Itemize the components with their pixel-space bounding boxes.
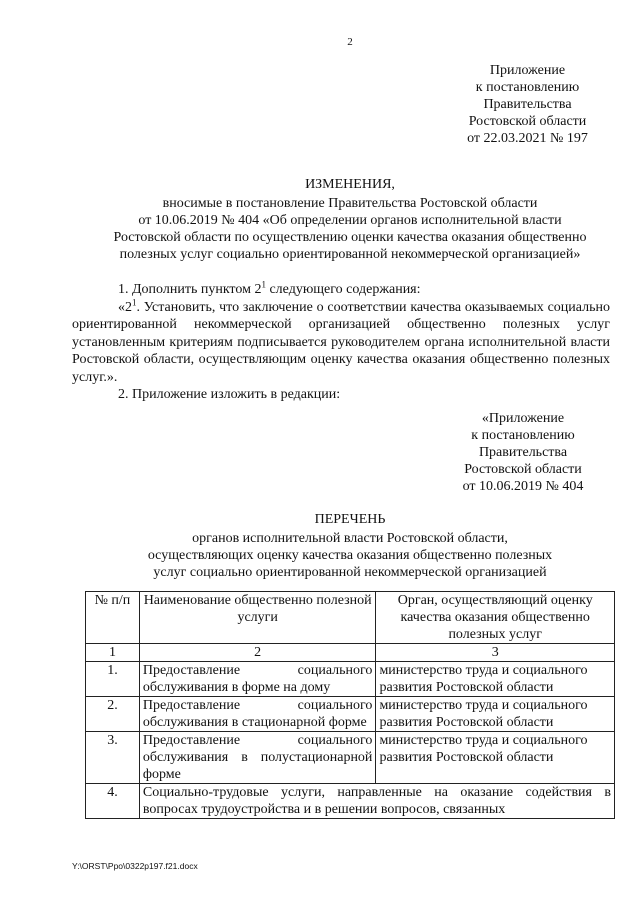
superscript: 1 [261, 279, 266, 290]
file-path-footer: Y:\ORST\Ppo\0322p197.f21.docx [72, 861, 198, 871]
header-organ: Орган, осуществляющий оценку качества оказания общественно полезных услуг [376, 592, 615, 644]
header-number: № п/п [86, 592, 140, 644]
paragraph-1 [72, 281, 610, 299]
appendix-line: к постановлению [475, 80, 580, 95]
column-number: 3 [376, 644, 615, 662]
table-column-number-row [86, 644, 615, 662]
list-subtitle-line: осуществляющих оценку качества оказания общественно полезных [147, 548, 553, 563]
changes-subtitle-line: от 10.06.2019 № 404 «Об определении органов исполнительной власти [138, 213, 562, 228]
changes-subtitle-line: Ростовской области по осуществлению оценки качества оказания общественно [113, 230, 587, 245]
row-number: 1. [86, 662, 140, 697]
amendments-body [72, 281, 610, 404]
appendix-header-new [438, 410, 608, 495]
appendix-line: к постановлению [471, 428, 575, 443]
appendix-line: Ростовской области [464, 462, 582, 477]
organ-cell: министерство труда и социального развития Ростовской области [376, 732, 615, 784]
organ-cell: министерство труда и социального развития Ростовской области [376, 697, 615, 732]
table-row [86, 697, 615, 732]
changes-subtitle-line: вносимые в постановление Правительства Ростовской области [162, 196, 538, 211]
appendix-line: от 10.06.2019 № 404 [462, 479, 584, 494]
appendix-line: от 22.03.2021 № 197 [467, 131, 588, 146]
row-number: 3. [86, 732, 140, 784]
table-header-row [86, 592, 615, 644]
changes-title [60, 176, 640, 263]
appendix-header-top [445, 62, 610, 147]
changes-subtitle-line: полезных услуг социально ориентированной некоммерческой организацией» [119, 247, 581, 262]
list-title [60, 511, 640, 581]
superscript: 1 [132, 296, 137, 307]
list-heading: ПЕРЕЧЕНЬ [314, 512, 386, 527]
page-number: 2 [347, 36, 353, 48]
paragraph-1-text: 1. Дополнить пунктом 2 [118, 282, 262, 297]
list-subtitle-line: услуг социально ориентированной некоммерческой организацией [153, 565, 547, 580]
quoted-clause [72, 296, 610, 387]
changes-heading: ИЗМЕНЕНИЯ, [305, 177, 395, 192]
appendix-line: Правительства [478, 445, 568, 460]
service-cell: Предоставление социального обслуживания в полустационарной форме [139, 732, 376, 784]
appendix-line: «Приложение [481, 411, 565, 426]
quoted-clause-text: . Установить, что заключение о соответствии качества оказываемых социально ориентированной некоммерческой организацией общественно полезных услуг установленным критериям подписывается руководителем органа исполнительной власти Ростовской области, осуществляющим оценку качества оказания общественно полезных услуг.». [72, 299, 610, 385]
list-subtitle-line: органов исполнительной власти Ростовской области, [192, 531, 508, 546]
organs-table [85, 591, 615, 819]
organ-cell: министерство труда и социального развития Ростовской области [376, 662, 615, 697]
appendix-line: Правительства [483, 97, 572, 112]
header-service: Наименование общественно полезной услуги [139, 592, 376, 644]
service-cell: Предоставление социального обслуживания в форме на дому [139, 662, 376, 697]
paragraph-1-suffix: следующего содержания: [265, 282, 421, 297]
table-row [86, 784, 615, 819]
table-row [86, 732, 615, 784]
row-number: 2. [86, 697, 140, 732]
column-number: 1 [86, 644, 140, 662]
appendix-line: Приложение [489, 63, 566, 78]
service-cell: Предоставление социального обслуживания в стационарной форме [139, 697, 376, 732]
table-row [86, 662, 615, 697]
column-number: 2 [139, 644, 376, 662]
paragraph-2: 2. Приложение изложить в редакции: [118, 387, 341, 402]
row-number: 4. [86, 784, 140, 819]
appendix-line: Ростовской области [468, 114, 587, 129]
service-cell-wide: Социально-трудовые услуги, направленные на оказание содействия в вопросах трудоустройства и в решении вопросов, связанных [139, 784, 614, 819]
quoted-clause-number: «2 [118, 299, 132, 315]
